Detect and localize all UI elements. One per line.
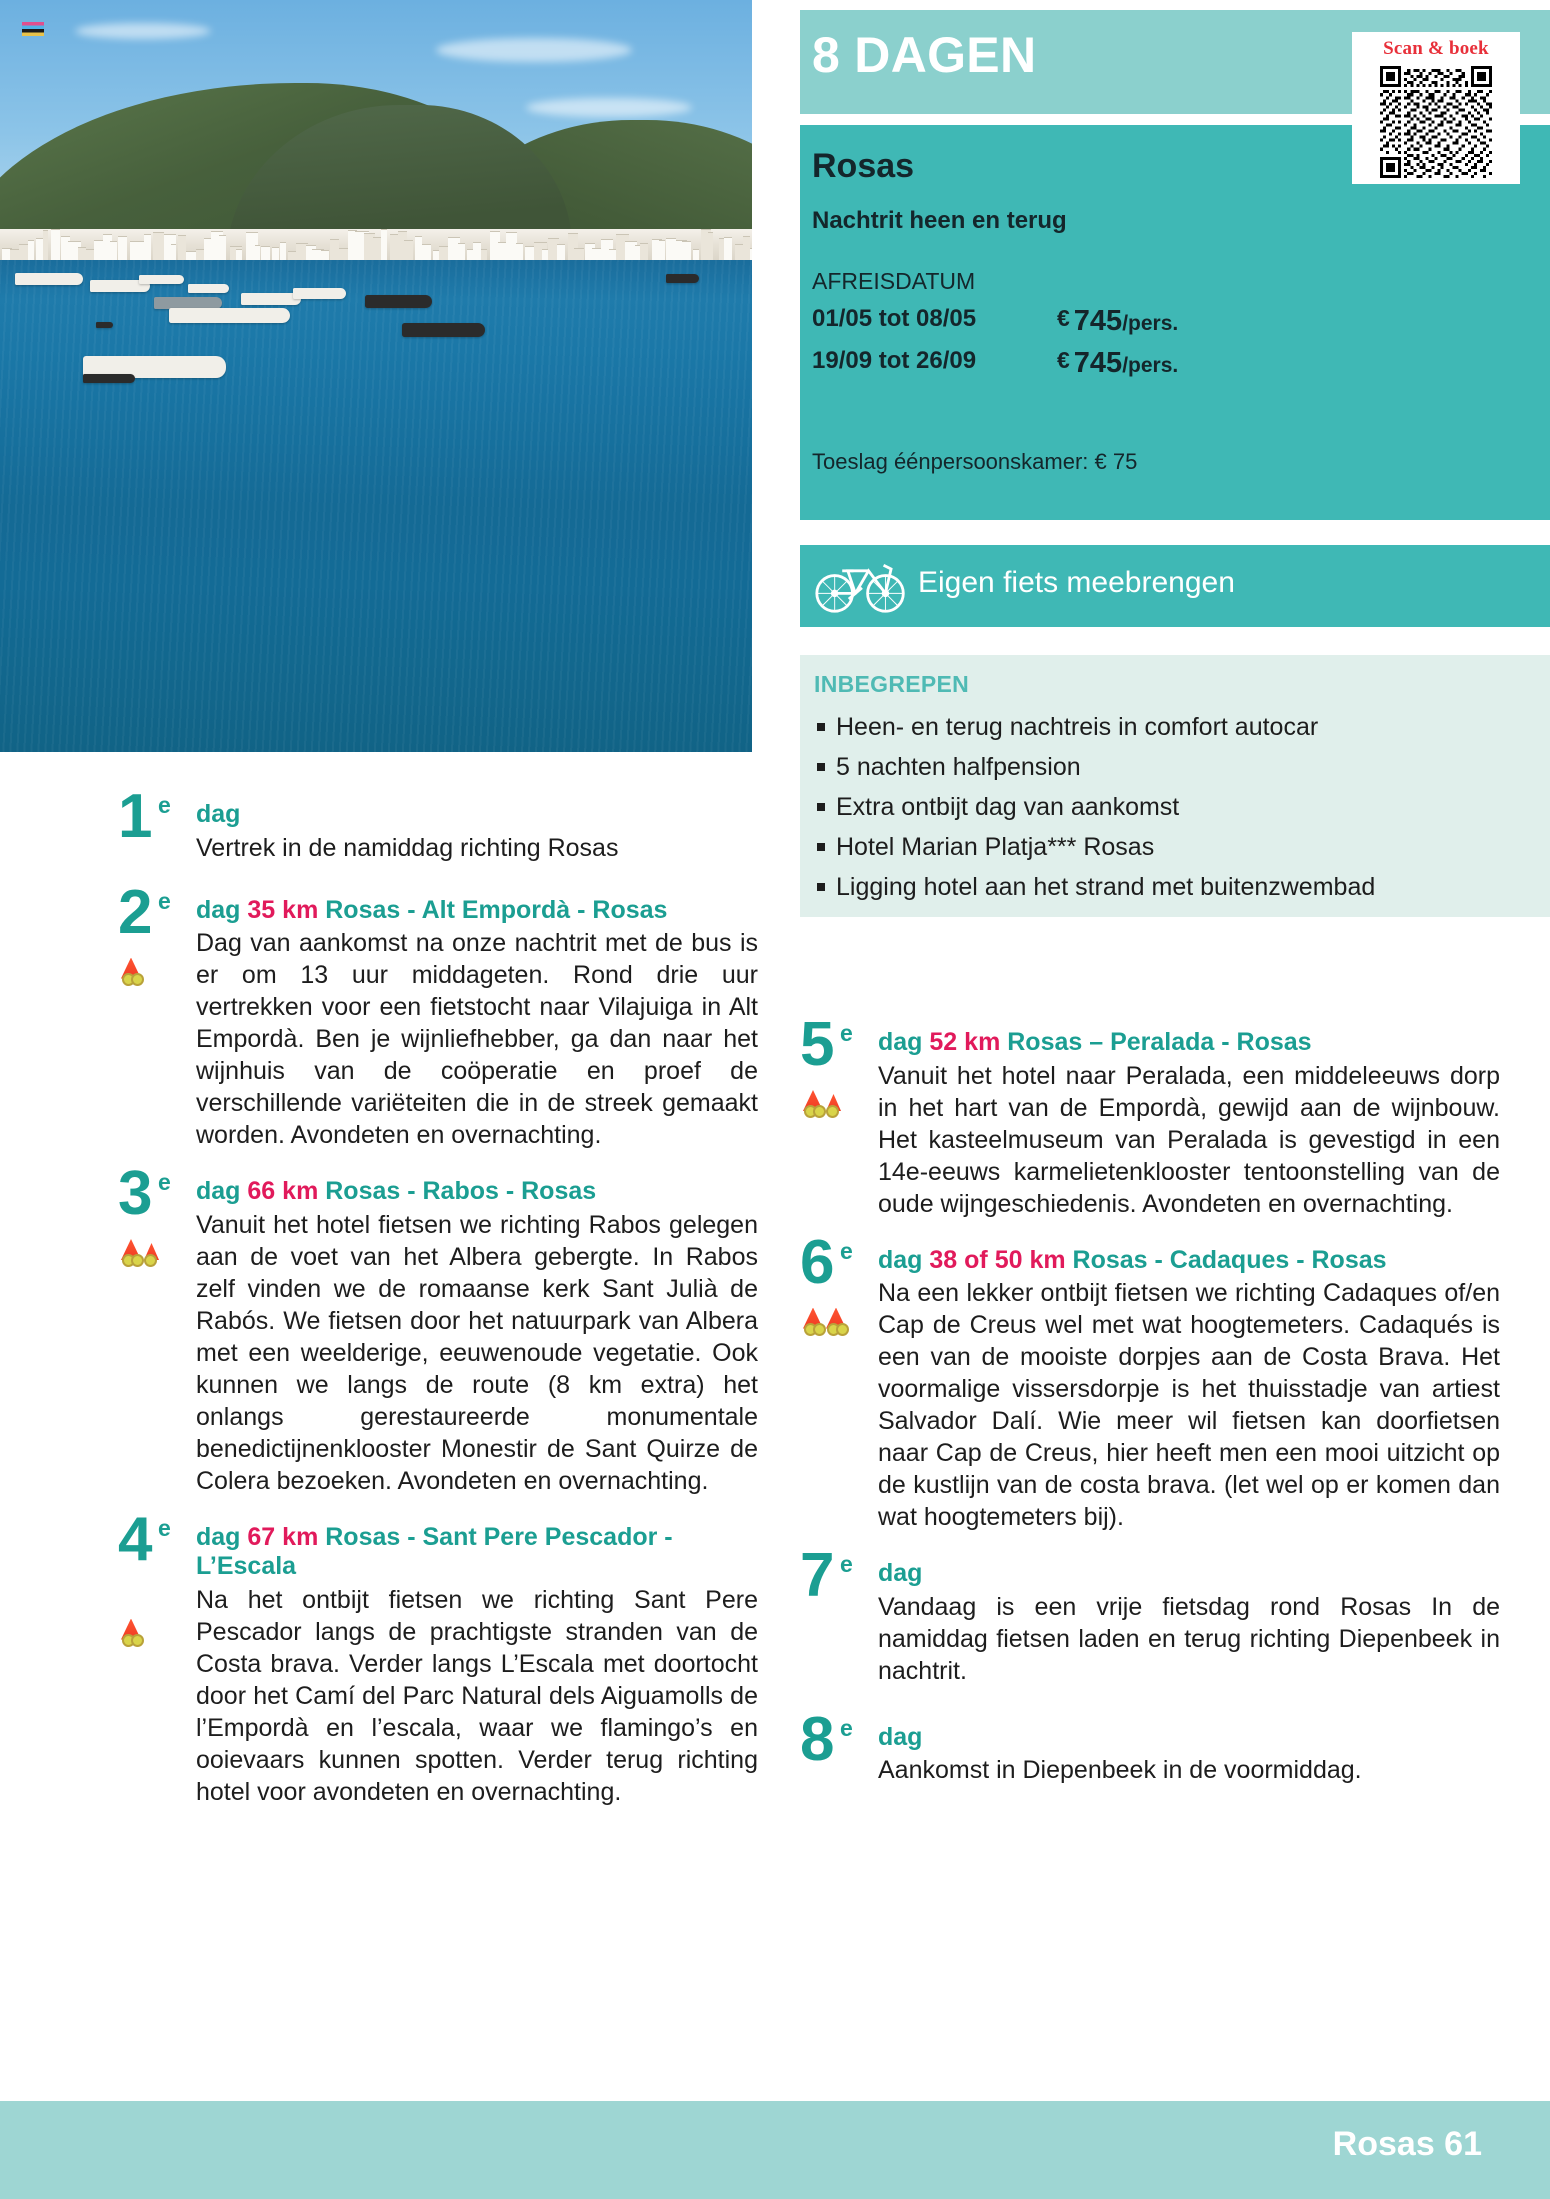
hero-photo	[0, 0, 752, 752]
day-heading	[196, 800, 758, 830]
itinerary-left-column	[118, 782, 758, 1834]
cloud-shape	[526, 98, 691, 118]
day-description: Aankomst in Diepenbeek in de voormiddag.	[878, 1756, 1362, 1784]
trip-subtitle: Nachtrit heen en terug	[812, 207, 1067, 234]
day-description: Vandaag is een vrije fietsdag rond Rosas In de namiddag fietsen laden en terug richting Diepenbeek in nachtrit.	[878, 1592, 1500, 1685]
day-description: Vanuit het hotel fietsen we richting Rabos gelegen aan de voet van het Albera gebergte. In Rabos zelf vinden we de romaanse kerk Sant Julià de Rabós. We fietsen door het natuurpark van Albera met een weelderige, eeuwenoude vegetatie. Ook kunnen we langs de route (8 km extra) het onlangs gerestaureerde monumentale benedictijnenklooster Monestir de Sant Quirze de Colera bezoeken. Avondeten en overnachting.	[196, 1210, 758, 1495]
day-distance: 35 km	[247, 895, 319, 924]
difficulty-rating	[120, 1239, 172, 1267]
day-route: Rosas - Cadaques - Rosas	[1072, 1245, 1387, 1274]
currency-symbol: €	[1057, 305, 1070, 331]
sea-shimmer	[0, 260, 752, 752]
day-description: Vanuit het hotel naar Peralada, een middeleeuws dorp in het hart van de Empordà, gewijd aan de wijnbouw. Het kasteelmuseum van Peralada is gevestigd in een 14e-eeuws karmelietenklooster tentoonstelling van de oude wijngeschiedenis. Avondeten en overnachting.	[878, 1061, 1500, 1218]
day-ordinal-suffix: e	[158, 887, 171, 914]
day-label: dag	[196, 895, 241, 924]
day-number: 3	[118, 1159, 153, 1228]
day-description: Dag van aankomst na onze nachtrit met de bus is er om 13 uur middageten. Rond drie uur vertrekken voor een fietstocht naar Vilajuiga in Alt Empordà. Ben je wijnliefhebber, ga dan naar het wijnhuis van de coöperatie en proef de verschillende variëteiten die in de streek gemaakt worden. Avondeten en overnachting.	[196, 929, 758, 1149]
day-route: Rosas - Alt Empordà - Rosas	[325, 895, 668, 924]
day-entry	[118, 782, 758, 864]
day-number: 8	[800, 1704, 835, 1774]
day-ordinal-suffix: e	[158, 792, 171, 818]
boat	[188, 284, 229, 293]
cloud-shape	[436, 38, 632, 62]
price-unit: /pers.	[1122, 312, 1179, 335]
included-item: 5 nachten halfpension	[814, 747, 1534, 787]
day-label: dag	[196, 800, 241, 828]
boat	[96, 322, 113, 328]
day-entry	[800, 1704, 1500, 1787]
day-ordinal-suffix: e	[840, 1551, 853, 1577]
boat	[365, 295, 433, 308]
day-heading	[196, 1177, 758, 1207]
boat	[666, 274, 700, 283]
day-label: dag	[878, 1559, 923, 1587]
town-building	[43, 230, 49, 264]
mountain-difficulty-icon	[802, 1090, 824, 1118]
bring-own-bike-label: Eigen fiets meebrengen	[918, 566, 1235, 599]
single-room-supplement: Toeslag éénpersoonskamer: € 75	[812, 449, 1138, 474]
day-description: Vertrek in de namiddag richting Rosas	[196, 833, 619, 862]
footer-page-label: Rosas 61	[1332, 2125, 1482, 2163]
day-heading	[196, 1523, 758, 1582]
day-heading	[878, 1559, 1500, 1589]
town-building	[708, 232, 713, 264]
qr-code-icon	[1365, 66, 1507, 178]
day-route: Rosas - Rabos - Rosas	[325, 1177, 597, 1205]
day-label: dag	[878, 1028, 923, 1056]
day-heading	[878, 1246, 1500, 1276]
day-heading	[878, 1723, 1500, 1753]
town-skyline	[0, 229, 752, 264]
day-route: Rosas – Peralada - Rosas	[1007, 1028, 1312, 1056]
price-dates: 01/05 tot 08/05	[812, 305, 977, 332]
town-building	[51, 229, 60, 264]
trip-title: Rosas	[812, 147, 915, 185]
price-amount: 745	[1073, 305, 1123, 337]
currency-symbol: €	[1057, 347, 1070, 373]
included-box	[800, 655, 1550, 917]
day-description: Na een lekker ontbijt fietsen we richting Cadaques of/en Cap de Creus wel met wat hoogtemeters. Cadaqués is een van de mooiste dorpjes aan de Costa Brava. Het voormalige vissersdorpje is het thuisstadje van artiest Salvador Dalí. Wie meer wil fietsen kan doorfietsen naar Cap de Creus, hier heeft men een mooi uitzicht op de kustlijn van de costa brava. (let wel op er komen dan wat hoogtemeters bij).	[878, 1279, 1500, 1531]
town-building	[381, 229, 387, 264]
duration-label: 8 DAGEN	[812, 27, 1037, 83]
included-item: Ligging hotel aan het strand met buitenzwembad	[814, 867, 1534, 907]
day-entry	[800, 1010, 1500, 1220]
day-distance: 52 km	[929, 1028, 1001, 1056]
day-heading	[196, 896, 758, 926]
day-entry	[800, 1227, 1500, 1534]
mountain-difficulty-icon	[120, 1239, 142, 1267]
difficulty-rating	[120, 1619, 154, 1647]
included-item: Extra ontbijt dag van aankomst	[814, 787, 1534, 827]
day-ordinal-suffix: e	[840, 1237, 853, 1264]
day-description: Na het ontbijt fietsen we richting Sant Pere Pescador langs de prachtigste stranden van de Costa brava. Verder langs L’Escala met doortocht door het Camí del Parc Natural dels Aiguamolls de l’Empordà en l’escala, waar we flamingo’s en ooievaars kunnen spotten. Verder terug richting hotel voor avondeten en overnachting.	[196, 1585, 758, 1806]
day-label: dag	[196, 1522, 241, 1551]
day-number: 5	[800, 1010, 835, 1079]
day-number: 6	[800, 1227, 835, 1297]
day-entry	[118, 1159, 758, 1497]
bring-own-bike-band	[800, 545, 1550, 627]
day-ordinal-suffix: e	[840, 1714, 853, 1741]
day-number: 1	[118, 782, 153, 851]
cloud-shape	[75, 23, 210, 40]
day-distance: 67 km	[247, 1522, 319, 1551]
included-list	[814, 707, 1534, 907]
scan-and-book-card[interactable]	[1352, 32, 1520, 184]
itinerary-right-column	[800, 1010, 1500, 1812]
mountain-difficulty-icon	[143, 1243, 159, 1267]
day-number: 4	[118, 1504, 153, 1574]
difficulty-rating	[120, 958, 154, 986]
day-ordinal-suffix: e	[158, 1169, 171, 1195]
mountain-difficulty-icon	[120, 1619, 142, 1647]
bicycle-icon	[814, 551, 908, 617]
price-row	[812, 347, 1372, 380]
boat	[154, 297, 222, 309]
mountain-difficulty-icon	[825, 1308, 847, 1336]
price-row	[812, 305, 1372, 338]
boat	[83, 374, 136, 382]
day-ordinal-suffix: e	[840, 1020, 853, 1046]
price-unit: /pers.	[1122, 354, 1179, 377]
day-route: Rosas - Sant Pere Pescador - L’Escala	[196, 1522, 673, 1580]
scan-and-book-label: Scan & boek	[1383, 38, 1489, 59]
included-item: Heen- en terug nachtreis in comfort autocar	[814, 707, 1534, 747]
price-dates: 19/09 tot 26/09	[812, 347, 977, 374]
day-heading	[878, 1028, 1500, 1058]
mountain-difficulty-icon	[825, 1094, 841, 1118]
price-amount: 745	[1073, 347, 1123, 379]
day-entry	[800, 1541, 1500, 1687]
flag-marker-icon	[22, 22, 44, 36]
mountain-difficulty-icon	[120, 958, 142, 986]
day-label: dag	[878, 1722, 923, 1751]
difficulty-rating	[802, 1308, 872, 1336]
boat	[241, 293, 301, 305]
included-title: INBEGREPEN	[814, 671, 970, 697]
boat	[293, 288, 346, 299]
day-number: 7	[800, 1541, 835, 1610]
boat	[15, 273, 83, 285]
mountain-difficulty-icon	[802, 1308, 824, 1336]
day-ordinal-suffix: e	[158, 1514, 171, 1541]
difficulty-rating	[802, 1090, 854, 1118]
included-item: Hotel Marian Platja*** Rosas	[814, 827, 1534, 867]
boat	[169, 308, 289, 322]
day-label: dag	[196, 1177, 241, 1205]
day-entry	[118, 1504, 758, 1808]
day-label: dag	[878, 1245, 923, 1274]
boat	[139, 275, 184, 284]
page-footer	[0, 2101, 1550, 2199]
day-entry	[118, 877, 758, 1152]
town-building	[153, 232, 165, 264]
trip-info-box	[800, 125, 1550, 520]
day-distance: 66 km	[247, 1177, 319, 1205]
day-distance: 38 of 50 km	[929, 1245, 1066, 1274]
day-number: 2	[118, 877, 153, 947]
departure-label: AFREISDATUM	[812, 268, 976, 294]
boat	[402, 323, 485, 337]
